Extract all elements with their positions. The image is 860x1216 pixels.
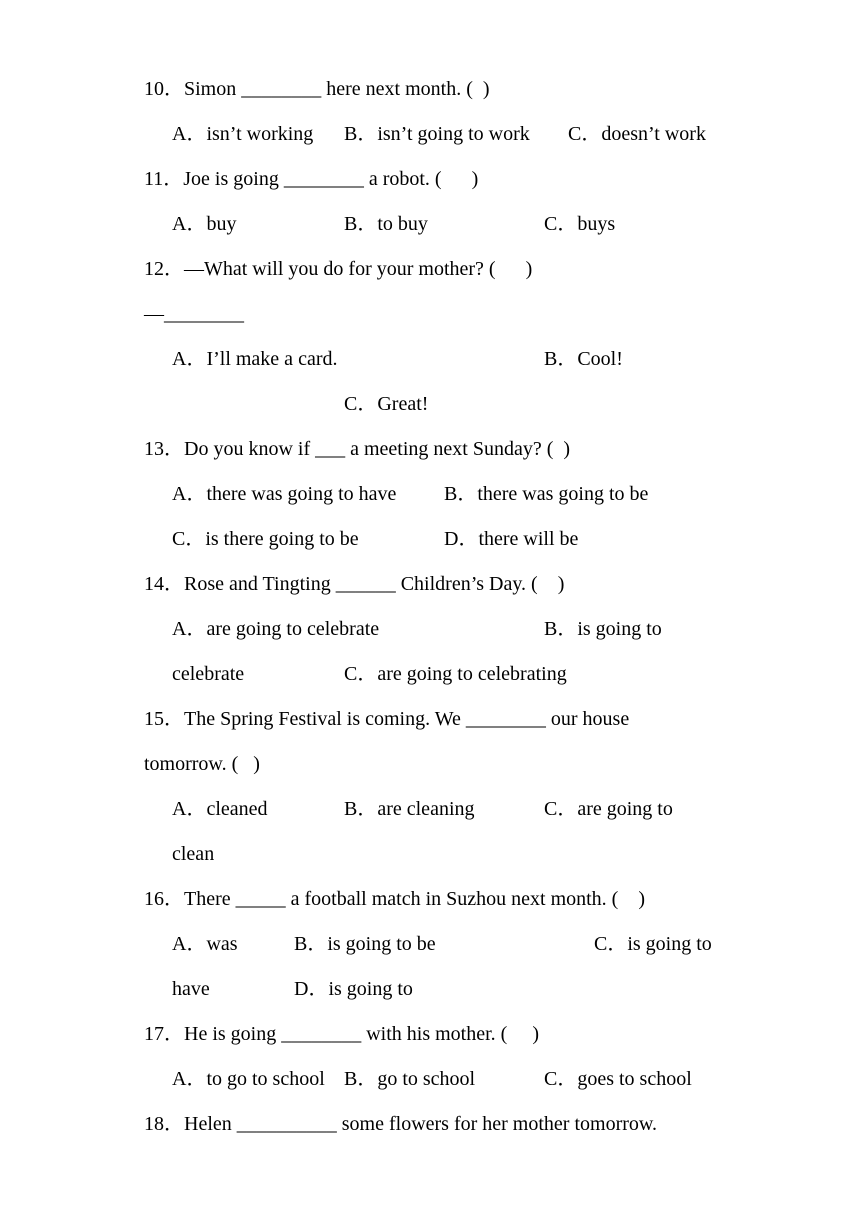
question-10-option-b: B．isn’t going to work bbox=[344, 123, 530, 145]
question-12-option-c: C．Great! bbox=[344, 393, 429, 415]
question-14-option-b: B．is going to bbox=[544, 618, 662, 640]
question-18-stem: 18．Helen __________ some flowers for her mother tomorrow. bbox=[144, 1113, 658, 1135]
question-12-option-a: A．I’ll make a card. bbox=[172, 348, 338, 370]
question-10-option-a: A．isn’t working bbox=[172, 123, 314, 145]
question-12-option-b: B．Cool! bbox=[544, 348, 623, 370]
question-15-option-c: C．are going to bbox=[544, 798, 673, 820]
question-17-stem: 17．He is going ________ with his mother. ( ) bbox=[144, 1023, 539, 1045]
question-14-stem: 14．Rose and Tingting ______ Children’s Day. ( ) bbox=[144, 573, 565, 595]
question-16-option-c-continued: have bbox=[172, 978, 210, 1000]
question-16-option-c: C．is going to bbox=[594, 933, 712, 955]
question-13-option-a: A．there was going to have bbox=[172, 483, 397, 505]
question-17-option-a: A．to go to school bbox=[172, 1068, 325, 1090]
question-12-reply: —________ bbox=[144, 303, 244, 325]
question-13-option-b: B．there was going to be bbox=[444, 483, 649, 505]
question-17-option-b: B．go to school bbox=[344, 1068, 476, 1090]
question-16-option-a: A．was bbox=[172, 933, 238, 955]
question-15-option-a: A．cleaned bbox=[172, 798, 268, 820]
question-15-stem: 15．The Spring Festival is coming. We ________ our house bbox=[144, 708, 630, 730]
question-15-stem-continued: tomorrow. ( ) bbox=[144, 753, 260, 775]
question-16-option-b: B．is going to be bbox=[294, 933, 436, 955]
question-10-option-c: C．doesn’t work bbox=[568, 123, 706, 145]
question-11-option-b: B．to buy bbox=[344, 213, 428, 235]
question-17-option-c: C．goes to school bbox=[544, 1068, 692, 1090]
question-11-option-a: A．buy bbox=[172, 213, 237, 235]
question-16-stem: 16．There _____ a football match in Suzhou next month. ( ) bbox=[144, 888, 646, 910]
question-10-stem: 10．Simon ________ here next month. ( ) bbox=[144, 78, 490, 100]
question-11-option-c: C．buys bbox=[544, 213, 616, 235]
question-11-stem: 11．Joe is going ________ a robot. ( ) bbox=[144, 168, 479, 190]
question-13-option-c: C．is there going to be bbox=[172, 528, 359, 550]
question-14-option-a: A．are going to celebrate bbox=[172, 618, 380, 640]
question-14-option-c: C．are going to celebrating bbox=[344, 663, 567, 685]
question-13-option-d: D．there will be bbox=[444, 528, 579, 550]
question-16-option-d: D．is going to bbox=[294, 978, 413, 1000]
question-13-stem: 13．Do you know if ___ a meeting next Sunday? ( ) bbox=[144, 438, 571, 460]
question-14-option-b-continued: celebrate bbox=[172, 663, 245, 685]
question-15-option-c-continued: clean bbox=[172, 843, 215, 865]
question-15-option-b: B．are cleaning bbox=[344, 798, 475, 820]
question-12-stem: 12．—What will you do for your mother? ( ) bbox=[144, 258, 533, 280]
